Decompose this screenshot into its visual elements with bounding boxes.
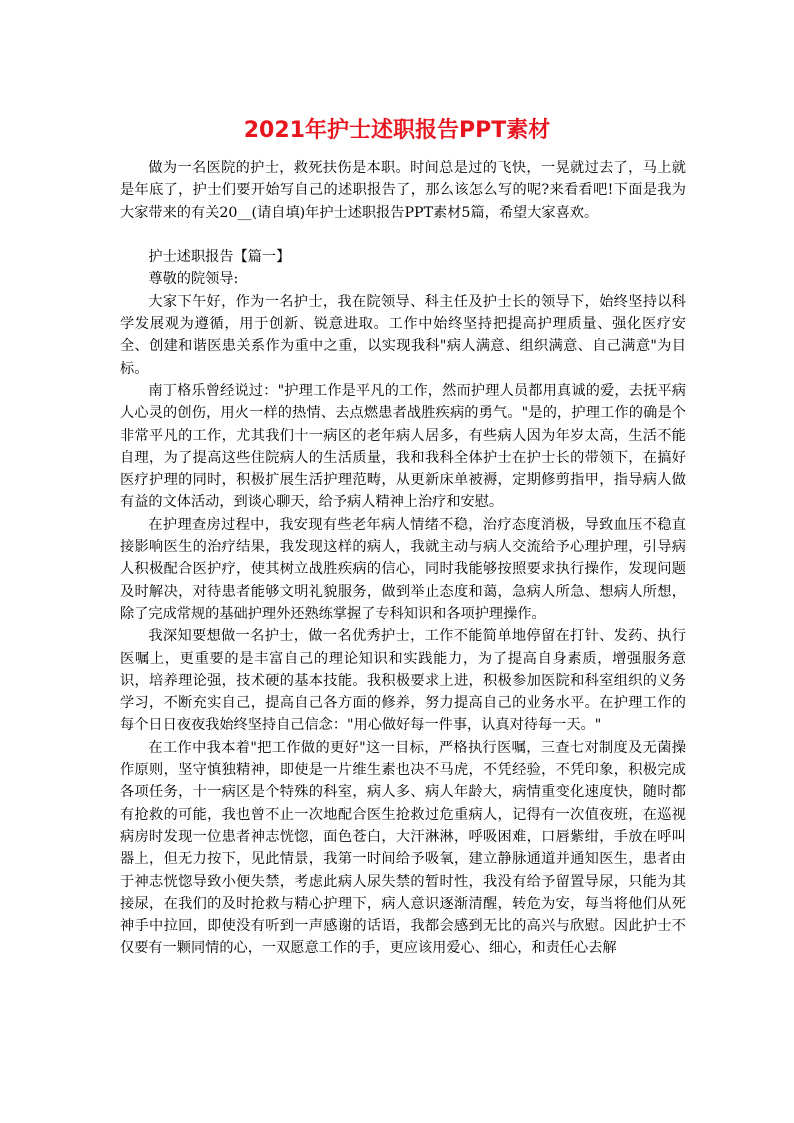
paragraph: 我深知要想做一名护士，做一名优秀护士，工作不能简单地停留在打针、发药、执行医嘱上，更重要的是丰富自己的理论知识和实践能力，为了提高自身素质，增强服务意识，培养理论强，技术硬的基本技能。我积极要求上进，积极参加医院和科室组织的义务学习，不断充实自己，提高自己各方面的修养，努力提高自己的业务水平。在护理工作的每个日日夜夜我始终坚持自己信念："用心做好每一件事，认真对待每一天。" bbox=[120, 628, 686, 734]
paragraph: 在工作中我本着"把工作做的更好"这一目标，严格执行医嘱，三查七对制度及无菌操作原则，坚守慎独精神，即使是一片维生素也决不马虎，不凭经验，不凭印象，积极完成各项任务，十一病区是个特殊的科室，病人多、病人年龄大，病情重变化速度快，随时都有抢救的可能，我也曾不止一次地配合医生抢救过危重病人，记得有一次值夜班，在巡视病房时发现一位患者神志恍惚，面色苍白，大汗淋淋，呼吸困难，口唇紫绀，手放在呼叫器上，但无力按下，见此情景，我第一时间给予吸氧，建立静脉通道并通知医生，患者由于神志恍惚导致小便失禁，考虑此病人尿失禁的暂时性，我没有给予留置导尿，只能为其接尿，在我们的及时抢救与精心护理下，病人意识逐渐清醒，转危为安，每当将他们从死神手中拉回，即使没有听到一声感谢的话语，我都会感到无比的高兴与欣慰。因此护士不仅要有一颗同情的心，一双愿意工作的手，更应该用爱心、细心，和责任心去解 bbox=[120, 739, 686, 957]
blank-line bbox=[120, 224, 686, 246]
section-heading: 护士述职报告【篇一】 bbox=[148, 249, 291, 266]
document-body bbox=[120, 157, 686, 960]
document-title: 2021年护士述职报告PPT素材 bbox=[243, 118, 551, 143]
paragraph: 在护理查房过程中，我安现有些老年病人情绪不稳，治疗态度消极，导致血压不稳直接影响医生的治疗结果，我发现这样的病人，我就主动与病人交流给予心理护理，引导病人积极配合医护疗，使其树立战胜疾病的信心，同时我能够按照要求执行操作，发现问题及时解决，对待患者能够文明礼貌服务，做到举止态度和蔼，急病人所急、想病人所想，除了完成常规的基础护理外还熟练掌握了专科知识和各项护理操作。 bbox=[120, 516, 686, 622]
salutation: 尊敬的院领导: bbox=[148, 271, 239, 288]
paragraph: 大家下午好，作为一名护士，我在院领导、科主任及护士长的领导下，始终坚持以科学发展观为遵循，用于创新、锐意进取。工作中始终坚持把提高护理质量、强化医疗安全、创建和谐医患关系作为重中之重，以实现我科"病人满意、组织满意、自己满意"为目标。 bbox=[120, 293, 686, 377]
paragraph-intro: 做为一名医院的护士，救死扶伤是本职。时间总是过的飞快，一晃就过去了，马上就是年底了，护士们要开始写自己的述职报告了，那么该怎么写的呢?来看看吧!下面是我为大家带来的有关20__(请自填)年护士述职报告PPT素材5篇，希望大家喜欢。 bbox=[120, 160, 686, 221]
paragraph: 南丁格乐曾经说过："护理工作是平凡的工作，然而护理人员都用真诚的爱，去抚平病人心灵的创伤，用火一样的热情、去点燃患者战胜疾病的勇气。"是的，护理工作的确是个非常平凡的工作，尤其我们十一病区的老年病人居多，有些病人因为年岁太高，生活不能自理，为了提高这些住院病人的生活质量，我和我科全体护士在护士长的带领下，在搞好医疗护理的同时，积极扩展生活护理范畴，从更新床单被褥，定期修剪指甲，指导病人做有益的文体活动，到谈心聊天，给予病人精神上治疗和安慰。 bbox=[120, 382, 686, 511]
